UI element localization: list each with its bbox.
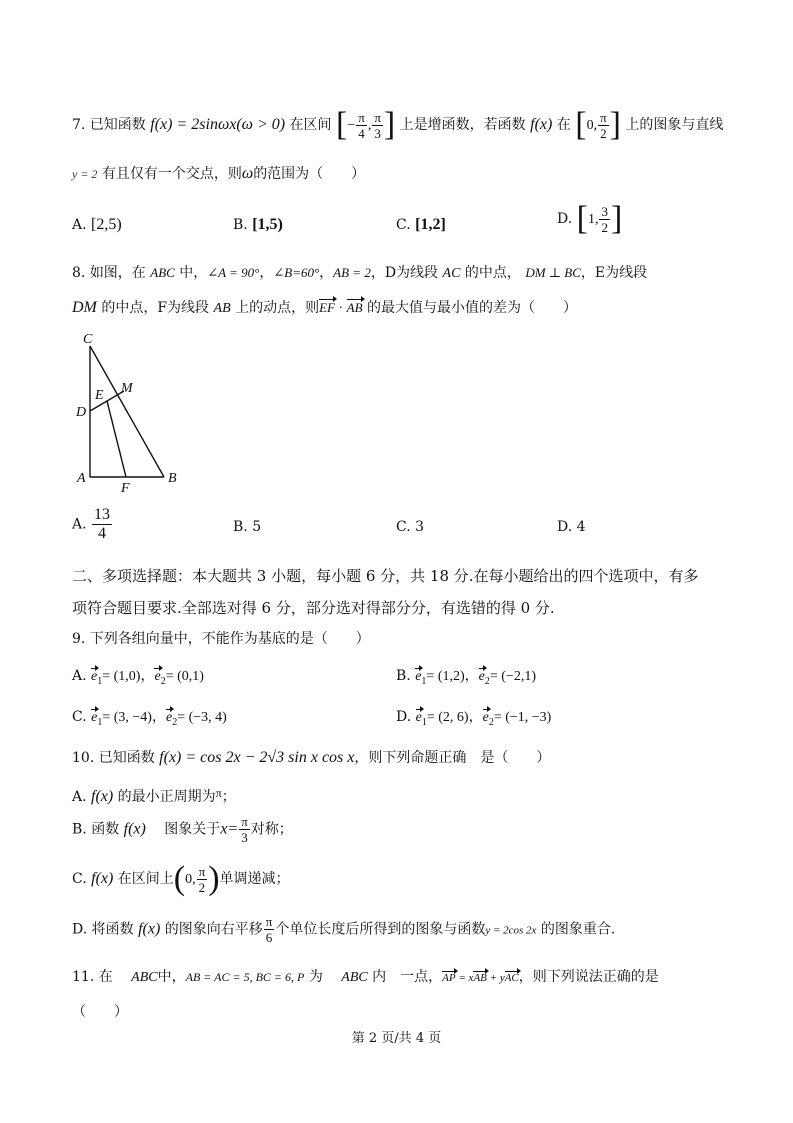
q7-text: 已知函数 (89, 117, 146, 133)
q8-triangle: ABC (150, 265, 175, 280)
q8-option-b: B. 5 (233, 519, 262, 535)
q7-text: 在 (556, 117, 571, 133)
q8-stem-line1: 8. 如图，在 ABC 中，∠A = 90°，∠B=60°，AB = 2，D为线段 AC 的中点， DM ⊥ BC，E为线段 (72, 265, 648, 281)
q8-triangle-figure (72, 330, 192, 495)
label-d: D (76, 405, 87, 420)
q10-option-a: A. f(x) 的最小正周期为π； (72, 786, 236, 805)
q9-option-a: A. $e_1= (1,0)$，$e_2= (0,1)$ (72, 668, 204, 687)
segment-cb (90, 346, 164, 477)
q7-text: 上的图象与直线 (625, 117, 724, 133)
q7-interval-open: [ (336, 106, 348, 143)
q7-fx: f(x) (530, 116, 553, 133)
q9-stem: 9. 下列各组向量中，不能作为基底的是（ ） (72, 631, 370, 647)
page-footer: 第 2 页/共 4 页 (351, 1031, 442, 1046)
q8-option-a: A. $\frac{13}{4}$ (72, 506, 111, 542)
q7-option-c: C. [1,2] (396, 216, 446, 233)
q7-function-def: f(x) = 2sinωx(ω > 0) (150, 116, 286, 133)
q9-option-b: B. $e_1= (1,2)$，$e_2= (-2,1)$ (396, 668, 536, 687)
label-c: C (83, 332, 93, 347)
q7-interval-a: $\frac{\pi}{4}$ (358, 109, 365, 141)
section2-heading-line2: 项符合题目要求.全部选对得 6 分，部分选对得部分分，有选错的得 0 分. (72, 599, 555, 617)
section2-heading-line1: 二、多项选择题：本大题共 3 小题，每小题 6 分，共 18 分.在每小题给出的四个选项中，有多 (72, 567, 699, 585)
q10-option-d: D. 将函数 f(x) 的图象向右平移 $\frac{\pi}{6}$ 个单位长度后所得到的图象与函数y = 2cos 2x 的图象重合. (72, 914, 616, 945)
vector-ab: AB (346, 300, 363, 315)
q10-function: f(x) = cos 2x − 2√3 sin x cos x (159, 749, 355, 766)
q8-number: 8. (72, 265, 86, 281)
q7-omega: ω (241, 165, 254, 182)
q8-option-c: C. 3 (396, 519, 425, 535)
q10-option-c: C. f(x) 在区间上(0, $\frac{\pi}{2}$ )单调递减； (72, 860, 290, 897)
q11-stem: 11. 在 ABC中，AB = AC = 5, BC = 6, P 为 ABC 内 一点，AP = xAB + yAC，则下列说法正确的是 (72, 969, 659, 985)
label-f: F (121, 481, 130, 495)
q7-text: 有且仅有一个交点，则 (101, 166, 242, 182)
q7-text: 上是增函数，若函数 (399, 117, 526, 133)
q11-answer-paren: （ ） (72, 1004, 128, 1020)
q7-option-b: B. [1,5) (233, 216, 283, 233)
q9-option-d: D. $e_1= (2$, 6)，$e_2= (-1$, −3) (396, 709, 552, 728)
q9-option-c: C. $e_1= (3$, −4)，$e_2= (-3$, 4) (72, 709, 227, 728)
label-e: E (95, 388, 104, 403)
q10-stem: 10. 已知函数 f(x) = cos 2x − 2√3 sin x cos x，则下列命题正确 是（ ） (72, 749, 551, 766)
q8-stem-line2: DM 的中点，F为线段 AB 上的动点，则EF · AB 的最大值与最小值的差为（ ） (72, 299, 577, 316)
label-b: B (168, 471, 177, 486)
q7-option-a: A. [2,5) (72, 216, 122, 233)
q7-number: 7. (72, 117, 86, 133)
q7-stem-line2 (72, 163, 365, 183)
label-a: A (77, 471, 86, 486)
q7-interval-b: $\frac{\pi}{3}$ (374, 109, 381, 141)
q7-line-eq: y = 2 (72, 167, 98, 181)
q7-stem-line1: 7. 已知函数 f(x) = 2sinωx(ω > 0) 在区间 [− $\frac{\pi}{4}$ , $\frac{\pi}{3}$ ] 上是增函数，若函数 f(x) 在 [0, $\frac{\pi}{2}$ ] 上的图象与直线 (72, 106, 724, 143)
q7-text: 在区间 (289, 117, 332, 133)
vector-ef: EF (319, 300, 335, 315)
q7-text: 的范围为（ ） (253, 166, 366, 182)
label-m: M (121, 381, 133, 396)
q7-option-d: D. [1, $\frac{3}{2}$ ] (557, 200, 623, 237)
q8-option-d: D. 4 (557, 519, 586, 535)
q10-option-b: B. 函数 f(x) 图象关于x= $\frac{\pi}{3}$ 对称； (72, 814, 293, 845)
segment-ef (107, 401, 126, 477)
q7-interval2: $\frac{\pi}{2}$ (600, 109, 607, 141)
